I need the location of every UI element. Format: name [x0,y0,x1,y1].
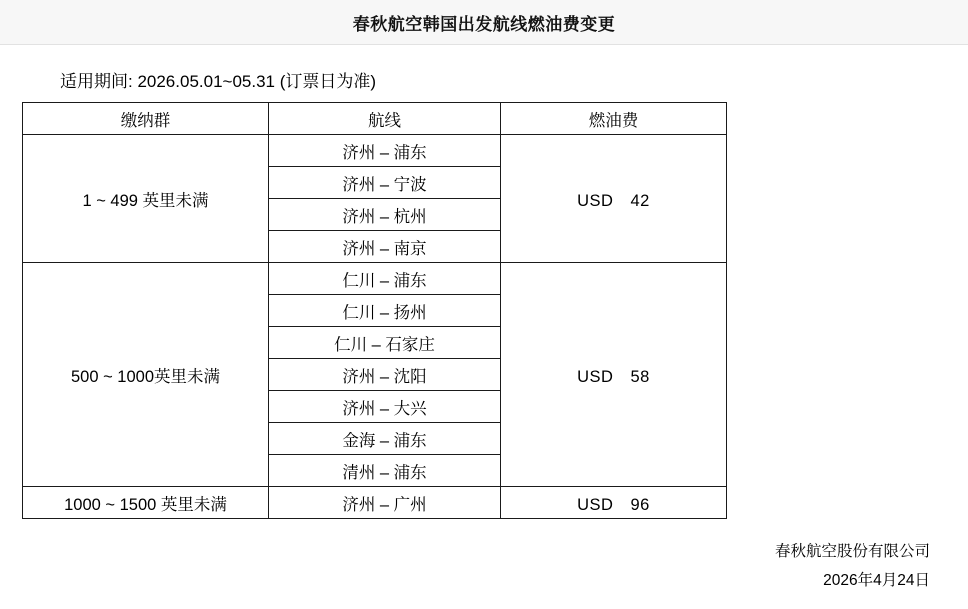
route-label: 济州 – 杭州 [269,199,501,231]
route-label: 仁川 – 扬州 [269,295,501,327]
table-header-row [23,103,727,135]
route-label: 济州 – 宁波 [269,167,501,199]
route-label: 金海 – 浦东 [269,423,501,455]
column-header-route: 航线 [269,103,501,135]
title-bar [0,0,968,45]
fee-label: USD 96 [501,487,727,519]
fee-label: USD 58 [501,263,727,487]
route-label: 仁川 – 浦东 [269,263,501,295]
issue-date: 2026年4月24日 [823,572,930,589]
route-label: 济州 – 大兴 [269,391,501,423]
page-title: 春秋航空韩国出发航线燃油费变更 [352,14,616,34]
route-label: 济州 – 浦东 [269,135,501,167]
applicable-period: 适用期间: 2026.05.01~05.31 (订票日为准) [60,72,377,91]
column-header-group: 缴纳群 [23,103,269,135]
route-label: 济州 – 广州 [269,487,501,519]
route-label: 济州 – 南京 [269,231,501,263]
table-row [23,487,727,519]
route-label: 济州 – 沈阳 [269,359,501,391]
group-label: 500 ~ 1000英里未满 [23,263,269,487]
route-label: 仁川 – 石家庄 [269,327,501,359]
group-label: 1000 ~ 1500 英里未满 [23,487,269,519]
fuel-surcharge-table [22,102,727,519]
table-row [23,135,727,167]
document-footer [775,537,930,595]
company-name: 春秋航空股份有限公司 [774,543,930,560]
column-header-fee: 燃油费 [501,103,727,135]
fee-label: USD 42 [501,135,727,263]
group-label: 1 ~ 499 英里未满 [23,135,269,263]
table-row [23,263,727,295]
route-label: 清州 – 浦东 [269,455,501,487]
